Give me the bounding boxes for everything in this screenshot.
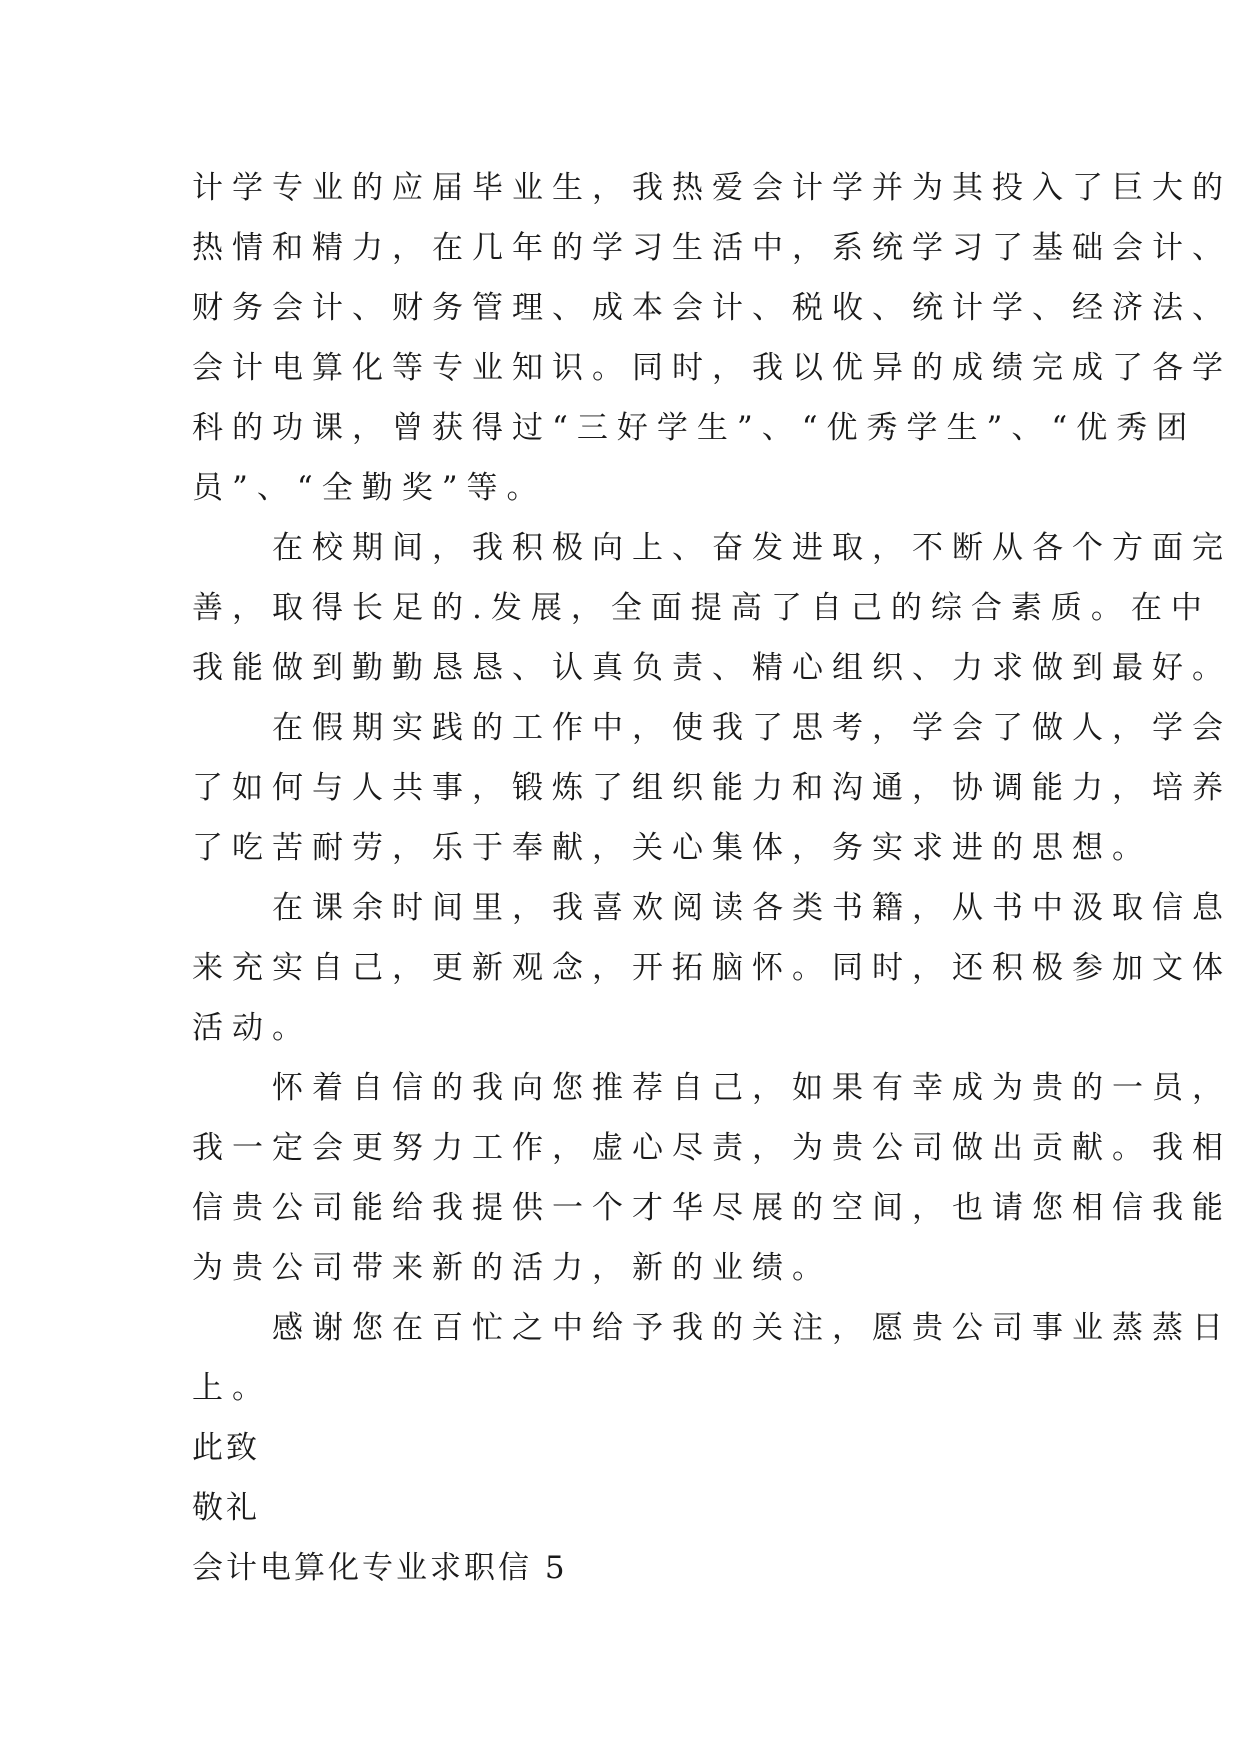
text-line-9: 我能做到勤勤恳恳、认真负责、精心组织、力求做到最好。	[192, 650, 1232, 686]
closing-regards: 敬礼	[192, 1490, 260, 1526]
text-line-5: 科的功课，曾获得过“三好学生”、“优秀学生”、“优秀团	[192, 410, 1197, 446]
text-line-8: 善，取得长足的.发展，全面提高了自己的综合素质。在中	[192, 590, 1211, 626]
text-line-12: 了吃苦耐劳，乐于奉献，关心集体，务实求进的思想。	[192, 830, 1152, 866]
text-line-21: 上。	[192, 1370, 272, 1406]
closing-salutation: 此致	[192, 1430, 260, 1466]
text-line-16: 怀着自信的我向您推荐自己，如果有幸成为贵的一员，	[192, 1070, 1232, 1106]
text-line-13: 在课余时间里，我喜欢阅读各类书籍，从书中汲取信息	[192, 890, 1232, 926]
text-line-19: 为贵公司带来新的活力，新的业绩。	[192, 1250, 832, 1286]
text-line-15: 活动。	[192, 1010, 312, 1046]
text-line-20: 感谢您在百忙之中给予我的关注，愿贵公司事业蒸蒸日	[192, 1310, 1232, 1346]
text-line-6: 员”、“全勤奖”等。	[192, 470, 547, 506]
text-line-7: 在校期间，我积极向上、奋发进取，不断从各个方面完	[192, 530, 1232, 566]
text-line-3: 财务会计、财务管理、成本会计、税收、统计学、经济法、	[192, 290, 1232, 326]
text-line-10: 在假期实践的工作中，使我了思考，学会了做人，学会	[192, 710, 1232, 746]
text-line-11: 了如何与人共事，锻炼了组织能力和沟通，协调能力，培养	[192, 770, 1232, 806]
section-heading: 会计电算化专业求职信 5	[192, 1550, 568, 1586]
text-line-1: 计学专业的应届毕业生，我热爱会计学并为其投入了巨大的	[192, 170, 1232, 206]
letter-body	[192, 158, 1232, 1598]
text-line-17: 我一定会更努力工作，虚心尽责，为贵公司做出贡献。我相	[192, 1130, 1232, 1166]
text-line-4: 会计电算化等专业知识。同时，我以优异的成绩完成了各学	[192, 350, 1232, 386]
text-line-18: 信贵公司能给我提供一个才华尽展的空间，也请您相信我能	[192, 1190, 1232, 1226]
text-line-2: 热情和精力，在几年的学习生活中，系统学习了基础会计、	[192, 230, 1232, 266]
text-line-14: 来充实自己，更新观念，开拓脑怀。同时，还积极参加文体	[192, 950, 1232, 986]
